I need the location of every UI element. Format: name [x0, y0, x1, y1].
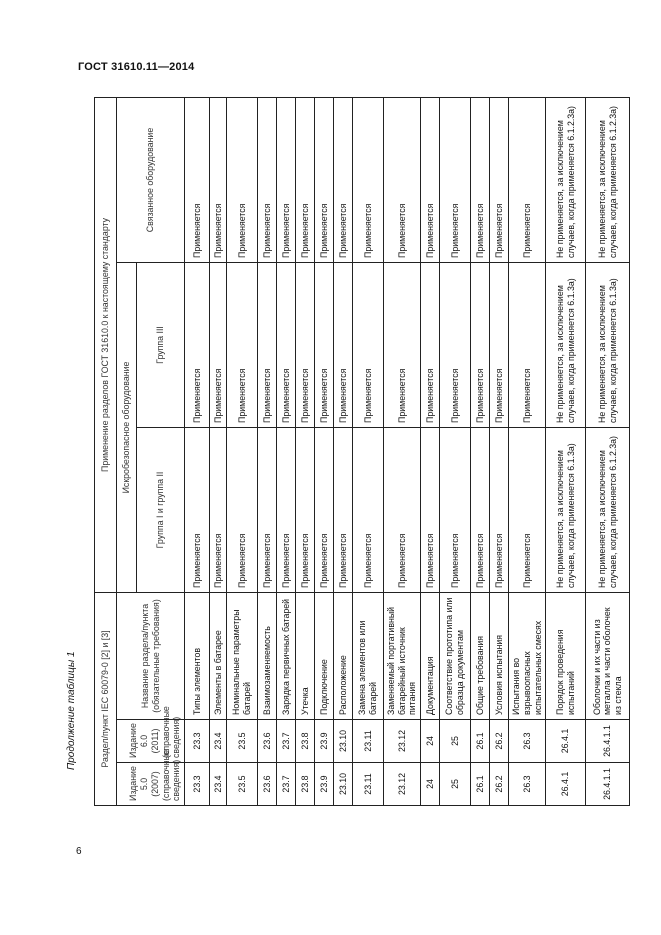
cell-group3: Применяется [227, 262, 258, 427]
table-row [490, 97, 509, 805]
cell-edition5: 23.3 [185, 763, 210, 806]
cell-group1-2: Применяется [185, 427, 210, 592]
cell-group1-2: Применяется [509, 427, 546, 592]
cell-group1-2: Применяется [315, 427, 334, 592]
table-row [277, 97, 296, 805]
table-row [586, 97, 630, 805]
cell-edition6: 26.2 [490, 720, 509, 763]
table-row [296, 97, 315, 805]
rotated-table-container [94, 98, 624, 806]
table-row [384, 97, 421, 805]
table-row [185, 97, 210, 805]
cell-edition6: 23.9 [315, 720, 334, 763]
cell-edition5: 23.8 [296, 763, 315, 806]
cell-associated: Применяется [277, 97, 296, 262]
cell-edition6: 23.3 [185, 720, 210, 763]
cell-group3: Применяется [185, 262, 210, 427]
cell-group1-2: Применяется [353, 427, 384, 592]
cell-section-name: Порядок проведения испытаний [546, 592, 586, 719]
cell-group1-2: Применяется [277, 427, 296, 592]
cell-edition5: 23.6 [258, 763, 277, 806]
cell-edition6: 26.4.1.1 [586, 720, 630, 763]
table-row [546, 97, 586, 805]
document-header: ГОСТ 31610.11—2014 [78, 61, 195, 73]
cell-edition6: 26.1 [471, 720, 490, 763]
cell-group1-2: Применяется [227, 427, 258, 592]
cell-section-name: Замена элементов или батарей [353, 592, 384, 719]
table-row [210, 97, 227, 805]
cell-edition6: 26.4.1 [546, 720, 586, 763]
cell-group3: Применяется [509, 262, 546, 427]
cell-edition5: 23.11 [353, 763, 384, 806]
cell-edition5: 25 [440, 763, 471, 806]
cell-edition5: 23.10 [334, 763, 353, 806]
cell-group1-2: Применяется [471, 427, 490, 592]
cell-associated: Применяется [471, 97, 490, 262]
table-row [509, 97, 546, 805]
cell-associated: Не применяется, за исключением случаев, когда применяется 6.1.2.3а) [586, 97, 630, 262]
cell-group3: Применяется [353, 262, 384, 427]
cell-associated: Применяется [296, 97, 315, 262]
table-caption: Продолжение таблицы 1 [66, 651, 77, 770]
cell-section-name: Оболочки и их части из металла и части оболочек из стекла [586, 592, 630, 719]
cell-associated: Применяется [490, 97, 509, 262]
table-row [353, 97, 384, 805]
cell-group1-2: Применяется [258, 427, 277, 592]
cell-associated: Применяется [509, 97, 546, 262]
applicability-table [94, 97, 630, 806]
cell-group3: Применяется [421, 262, 440, 427]
cell-group3: Применяется [296, 262, 315, 427]
col-header-edition5: Издание 5.0 (2007) (справочные сведения) [117, 763, 185, 806]
cell-edition6: 24 [421, 720, 440, 763]
cell-group3: Применяется [315, 262, 334, 427]
cell-group3: Применяется [440, 262, 471, 427]
col-header-associated: Связанное оборудование [117, 97, 185, 262]
cell-group3: Применяется [258, 262, 277, 427]
cell-associated: Применяется [227, 97, 258, 262]
col-header-group3: Группа III [137, 262, 185, 427]
cell-associated: Применяется [210, 97, 227, 262]
cell-group1-2: Применяется [384, 427, 421, 592]
cell-section-name: Соответствие прототипа или образца документам [440, 592, 471, 719]
cell-edition5: 26.2 [490, 763, 509, 806]
cell-group3: Применяется [277, 262, 296, 427]
cell-edition6: 25 [440, 720, 471, 763]
cell-group1-2: Применяется [490, 427, 509, 592]
cell-group3: Применяется [210, 262, 227, 427]
cell-edition6: 23.12 [384, 720, 421, 763]
cell-group3: Применяется [384, 262, 421, 427]
table-row [421, 97, 440, 805]
cell-edition5: 23.5 [227, 763, 258, 806]
cell-edition5: 23.4 [210, 763, 227, 806]
cell-section-name: Расположение [334, 592, 353, 719]
cell-associated: Применяется [334, 97, 353, 262]
group-header-intrinsic-safe: Искробезопасное оборудование [117, 262, 137, 592]
cell-section-name: Элементы в батарее [210, 592, 227, 719]
cell-edition5: 23.12 [384, 763, 421, 806]
col-header-edition6: Издание 6.0 (2011) (справочные сведения) [117, 720, 185, 763]
cell-group1-2: Применяется [334, 427, 353, 592]
cell-edition5: 26.1 [471, 763, 490, 806]
table-row [227, 97, 258, 805]
cell-associated: Применяется [185, 97, 210, 262]
cell-section-name: Документация [421, 592, 440, 719]
cell-edition6: 23.6 [258, 720, 277, 763]
table-row [334, 97, 353, 805]
col-header-group1-2: Группа I и группа II [137, 427, 185, 592]
cell-group1-2: Не применяется, за исключением случаев, когда применяется 6.1.3а) [546, 427, 586, 592]
cell-edition5: 24 [421, 763, 440, 806]
table-row [315, 97, 334, 805]
cell-edition6: 26.3 [509, 720, 546, 763]
cell-group3: Не применяется, за исключением случаев, когда применяется 6.1.3а) [546, 262, 586, 427]
cell-associated: Не применяется, за исключением случаев, когда применяется 6.1.2.3а) [546, 97, 586, 262]
cell-section-name: Зарядка первичных батарей [277, 592, 296, 719]
cell-section-name: Подключение [315, 592, 334, 719]
cell-associated: Применяется [258, 97, 277, 262]
cell-associated: Применяется [315, 97, 334, 262]
cell-edition6: 23.5 [227, 720, 258, 763]
cell-group3: Не применяется, за исключением случаев, когда применяется 6.1.3а) [586, 262, 630, 427]
cell-edition5: 23.7 [277, 763, 296, 806]
cell-group1-2: Применяется [440, 427, 471, 592]
cell-section-name: Общие требования [471, 592, 490, 719]
cell-group3: Применяется [334, 262, 353, 427]
cell-edition5: 26.3 [509, 763, 546, 806]
table-row [258, 97, 277, 805]
page-number: 6 [76, 846, 82, 857]
table-row [440, 97, 471, 805]
cell-edition5: 26.4.1.1 [586, 763, 630, 806]
cell-section-name: Типы элементов [185, 592, 210, 719]
group-header-iec: Раздел/пункт IEC 60079-0 [2] и [3] [95, 592, 117, 805]
cell-associated: Применяется [353, 97, 384, 262]
table-row [471, 97, 490, 805]
cell-section-name: Утечка [296, 592, 315, 719]
table-body [185, 97, 630, 805]
cell-edition5: 23.9 [315, 763, 334, 806]
col-header-section-name: Название раздела/пункта (обязательные требования) [117, 592, 185, 719]
cell-group1-2: Применяется [296, 427, 315, 592]
cell-edition6: 23.10 [334, 720, 353, 763]
cell-edition6: 23.11 [353, 720, 384, 763]
cell-edition6: 23.7 [277, 720, 296, 763]
cell-section-name: Заменяемый портативный батарейный источник питания [384, 592, 421, 719]
cell-edition6: 23.8 [296, 720, 315, 763]
cell-associated: Применяется [440, 97, 471, 262]
cell-associated: Применяется [421, 97, 440, 262]
cell-group3: Применяется [471, 262, 490, 427]
cell-group1-2: Применяется [421, 427, 440, 592]
cell-group1-2: Применяется [210, 427, 227, 592]
cell-edition5: 26.4.1 [546, 763, 586, 806]
cell-group1-2: Не применяется, за исключением случаев, когда применяется 6.1.2.3а) [586, 427, 630, 592]
cell-section-name: Взаимозаменяемость [258, 592, 277, 719]
cell-section-name: Номинальные параметры батарей [227, 592, 258, 719]
cell-section-name: Условия испытания [490, 592, 509, 719]
group-header-applicability: Применение разделов ГОСТ 31610.0 к настоящему стандарту [95, 97, 117, 592]
cell-associated: Применяется [384, 97, 421, 262]
cell-group3: Применяется [490, 262, 509, 427]
cell-edition6: 23.4 [210, 720, 227, 763]
cell-section-name: Испытания во взрывоопасных испытательных смесях [509, 592, 546, 719]
